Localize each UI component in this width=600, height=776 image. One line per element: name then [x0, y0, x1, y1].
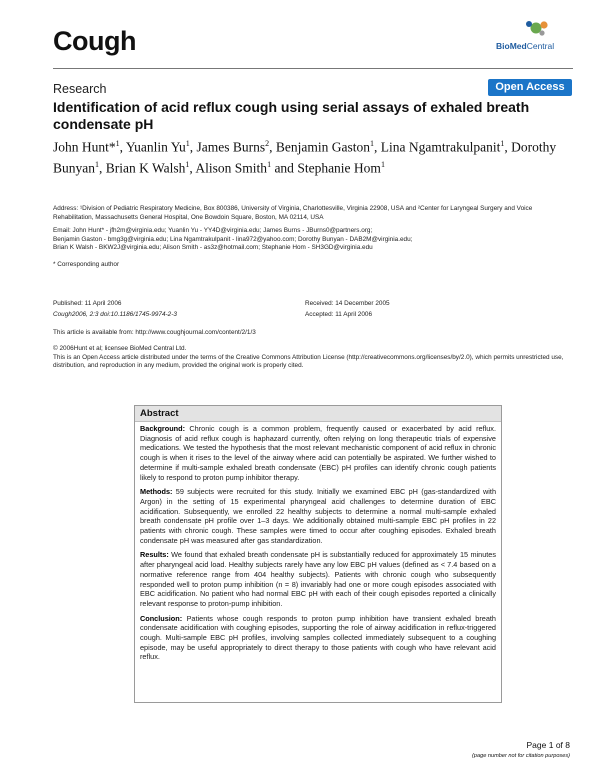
author-affiliation: 1 [185, 139, 190, 148]
author-affiliation: 1 [370, 139, 375, 148]
author-separator: , [99, 160, 106, 175]
email-line: Benjamin Gaston - bmg3g@virginia.edu; Lina Ngamtrakulpanit - lina972@yahoo.com; Dorothy Bunyan - DAB2M@virginia.edu; [53, 235, 413, 243]
abstract-methods: Methods: 59 subjects were recruited for this study. Initially we examined EBC pH (gas-standardized with Argon) in the setting of 15 experimental pharyngeal acid challenges to determine duration of EBC acidification. Subsequently, we enrolled 22 healthy subjects to determine a normal multi-sample exhaled breath condensate pH profile over 1–3 days. We additionally obtained multi-sample EBC pH profiles in 22 patients with chronic cough. These samples were timed to occur after coughing episodes. Exhaled breath condensate pH was measured after gas standardization. [140, 487, 496, 545]
page-number: Page 1 of 8 [526, 740, 570, 750]
availability-url: This article is available from: http://www.coughjournal.com/content/2/1/3 [53, 329, 256, 336]
page-number-note: (page number not for citation purposes) [472, 753, 570, 759]
email-line: Email: John Hunt* - jfh2m@virginia.edu; Yuanlin Yu - YY4D@virginia.edu; James Burns - JBurns0@partners.org; [53, 227, 373, 234]
address: Address: ¹Division of Pediatric Respiratory Medicine, Box 800386, University of Virginia, Charlottesville, Virginia 22908, USA and ²Center for Laryngeal Surgery and Voice Rehabilitation, Massachusetts General Hospital, One Bowdoin Square, Boston, MA 02114, USA [53, 205, 533, 221]
section-label: Research [53, 82, 107, 96]
abstract-box [134, 405, 502, 703]
copyright-line: © 2006Hunt et al; licensee BioMed Central Ltd. [53, 345, 187, 352]
corresponding-author-note: * Corresponding author [53, 261, 120, 268]
author-affiliation: 2 [265, 139, 270, 148]
copyright-block [53, 345, 573, 371]
author-name: James Burns [196, 139, 266, 155]
published-date: Published: 11 April 2006 [53, 300, 122, 307]
author-name: Stephanie Hom [297, 160, 381, 175]
author-affiliation: 1 [380, 159, 385, 169]
email-line: Brian K Walsh - BKW2J@virginia.edu; Alison Smith - as3z@hotmail.com; Stephanie Hom - SH3GD@virginia.edu [53, 244, 373, 252]
publication-info [53, 300, 293, 321]
author-affiliation: 1 [267, 159, 272, 169]
journal-title: Cough [53, 26, 136, 56]
author-separator: , [269, 139, 276, 155]
author-list [53, 135, 578, 176]
author-separator: , [189, 160, 196, 175]
author-name: Alison Smith [195, 160, 268, 175]
author-name: Benjamin Gaston [275, 139, 371, 155]
author-name: Lina Ngamtrakulpanit [380, 139, 501, 155]
accepted-date: Accepted: 11 April 2006 [305, 310, 373, 318]
abstract-background: Background: Chronic cough is a common problem, frequently caused or exacerbated by acid reflux. Diagnosis of acid reflux cough is haphazard currently, often relying on long therapeutic trials of expensive medications. We tested the hypothesis that the most relevant mechanistic component of acid reflux in chronic cough is when it rises to the level of the airway where acid can potentially be aspirated. We further wished to determine if multi-sample exhaled breath condensate (EBC) pH profiles can identify chronic cough patients likely to respond to proton pump inhibitor therapy. [140, 424, 496, 482]
citation: Cough2006, 2:3 doi:10.1186/1745-9974-2-3 [53, 310, 177, 318]
author-separator: , [119, 139, 126, 155]
author-affiliation: 1 [500, 139, 505, 148]
header-rule [53, 68, 573, 69]
author-separator: , [374, 139, 381, 155]
abstract-body [140, 424, 496, 667]
author-name: John Hunt* [53, 139, 116, 155]
biomed-central-logo-icon [496, 18, 568, 40]
author-separator: and [271, 160, 298, 175]
abstract-heading: Abstract [140, 408, 179, 419]
history-info [305, 300, 545, 321]
author-name: Dorothy Bunyan [53, 139, 557, 175]
biomed-central-logo [496, 18, 568, 54]
received-date: Received: 14 December 2005 [305, 300, 390, 307]
abstract-results: Results: We found that exhaled breath condensate pH is substantially reduced for approximately 15 minutes after pharyngeal acid load. Healthy subjects rarely have any low EBC pH values (defined as < 7.4 based on a normative reference range from 404 healthy subjects). Patients with chronic cough who subsequently responded well to proton pump inhibition (n = 8) invariably had one or more cough episodes associated with EBC acidification. No patient who had normal EBC pH with each of their cough episodes reported a clinically relevant response to proton-pump inhibition. [140, 550, 496, 608]
author-name: Yuanlin Yu [125, 139, 186, 155]
author-affiliation: 1 [115, 139, 120, 148]
abstract-conclusion: Conclusion: Patients whose cough responds to proton pump inhibition have transient exhaled breath condensate acidification with coughing episodes, supporting the role of airway acidification in reflux-triggered cough. Multi-sample EBC pH profiles, involving samples collected immediately subsequent to a coughing episode, may be useful appropriately to direct therapy to those patients with cough who have relevant acid reflux. [140, 613, 496, 662]
open-access-badge: Open Access [488, 79, 572, 96]
article-title: Identification of acid reflux cough using serial assays of exhaled breath condensate pH [53, 99, 530, 132]
author-name: Brian K Walsh [105, 160, 186, 175]
author-emails [53, 227, 573, 253]
logo-wordmark: BioMedCentral [496, 41, 555, 51]
author-affiliation: 1 [185, 159, 190, 169]
author-separator: , [189, 139, 197, 155]
author-separator: , [504, 139, 512, 155]
license-text: This is an Open Access article distributed under the terms of the Creative Commons Attribution License (http://creativecommons.org/licenses/by/2.0), which permits unrestricted use, distribution, and reproduction in any medium, provided the original work is properly cited. [53, 353, 564, 370]
author-affiliation: 1 [95, 159, 99, 169]
abstract-header [135, 406, 501, 422]
